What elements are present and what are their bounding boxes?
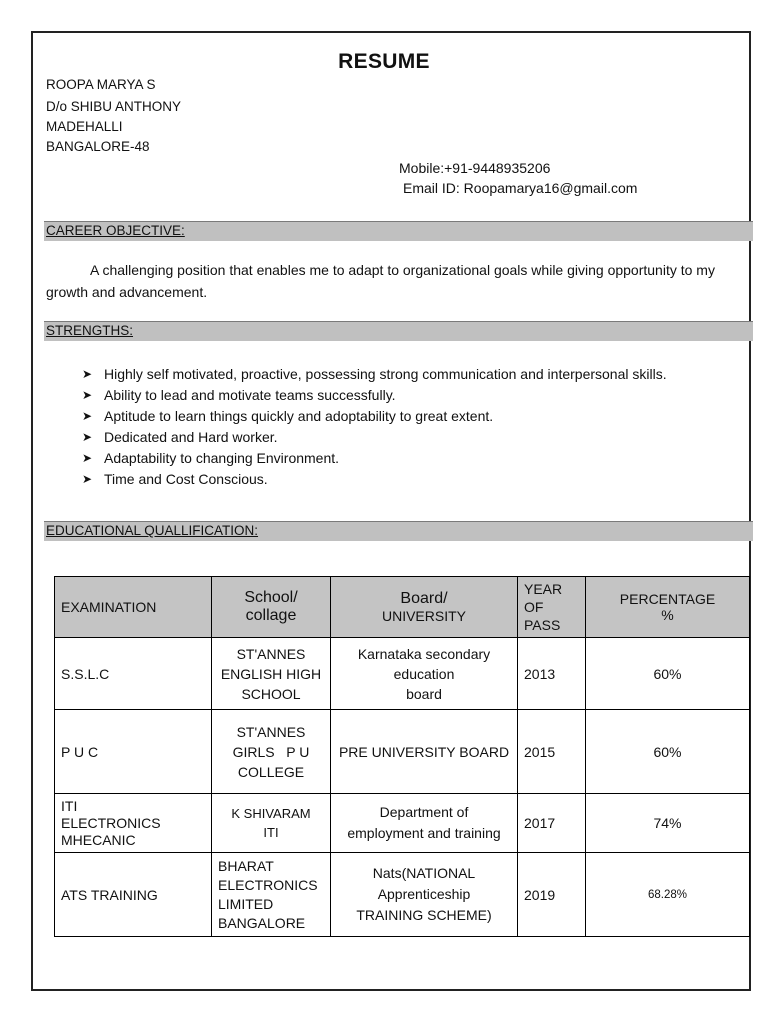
cell-board: PRE UNIVERSITY BOARD [331,710,518,794]
address-line-2: MADEHALLI [46,119,123,134]
col-percentage: PERCENTAGE % [586,577,750,638]
email-address: Email ID: Roopamarya16@gmail.com [403,180,638,196]
mobile-number: Mobile:+91-9448935206 [399,160,551,176]
col-board: Board/ UNIVERSITY [331,577,518,638]
arrow-bullet-icon: ➤ [82,367,93,381]
strengths-heading-bar [44,321,753,341]
cell-school: ST'ANNES ENGLISH HIGH SCHOOL [212,638,331,710]
list-item: ➤ Aptitude to learn things quickly and adoptability to great extent. [80,406,667,427]
cell-year: 2019 [518,853,586,937]
cell-school: BHARAT ELECTRONICS LIMITED BANGALORE [212,853,331,937]
career-objective-heading-bar [44,221,753,241]
table-row [55,638,750,710]
cell-examination: S.S.L.C [55,638,212,710]
applicant-name: ROOPA MARYA S [46,77,156,92]
list-item: ➤ Adaptability to changing Environment. [80,448,667,469]
address-line-3: BANGALORE-48 [46,139,150,154]
education-heading-bar [44,521,753,541]
arrow-bullet-icon: ➤ [82,472,93,486]
list-item: ➤ Dedicated and Hard worker. [80,427,667,448]
cell-percentage: 60% [586,710,750,794]
cell-examination: P U C [55,710,212,794]
cell-percentage: 68.28% [586,853,750,937]
list-item: ➤ Time and Cost Conscious. [80,469,667,490]
education-heading: EDUCATIONAL QUALLIFICATION: [46,523,259,538]
col-year: YEAR OF PASS [518,577,586,638]
arrow-bullet-icon: ➤ [82,430,93,444]
cell-school: ST'ANNES GIRLS P U COLLEGE [212,710,331,794]
arrow-bullet-icon: ➤ [82,451,93,465]
strengths-list [80,364,667,490]
list-item: ➤ Highly self motivated, proactive, possessing strong communication and interpersonal skills. [80,364,667,385]
cell-board: Nats(NATIONAL Apprenticeship TRAINING SCHEME) [331,853,518,937]
cell-year: 2015 [518,710,586,794]
career-objective-heading: CAREER OBJECTIVE: [46,223,185,238]
career-objective-body: A challenging position that enables me to adapt to organizational goals while giving opportunity to my growth and advancement. [46,262,715,300]
cell-board: Karnataka secondary education board [331,638,518,710]
strengths-heading: STRENGTHS: [46,323,134,338]
arrow-bullet-icon: ➤ [82,388,93,402]
list-item: ➤ Ability to lead and motivate teams successfully. [80,385,667,406]
cell-board: Department of employment and training [331,794,518,853]
education-table [54,576,750,937]
cell-percentage: 60% [586,638,750,710]
resume-title: RESUME [338,50,430,73]
cell-examination: ITI ELECTRONICS MHECANIC [55,794,212,853]
address-line-1: D/o SHIBU ANTHONY [46,99,182,114]
table-row [55,710,750,794]
cell-year: 2017 [518,794,586,853]
col-examination: EXAMINATION [55,577,212,638]
table-row [55,853,750,937]
cell-school: K SHIVARAM ITI [212,794,331,853]
career-objective-text [46,259,736,303]
cell-percentage: 74% [586,794,750,853]
arrow-bullet-icon: ➤ [82,409,93,423]
cell-examination: ATS TRAINING [55,853,212,937]
table-header-row [55,577,750,638]
col-school: School/ collage [212,577,331,638]
table-row [55,794,750,853]
cell-year: 2013 [518,638,586,710]
